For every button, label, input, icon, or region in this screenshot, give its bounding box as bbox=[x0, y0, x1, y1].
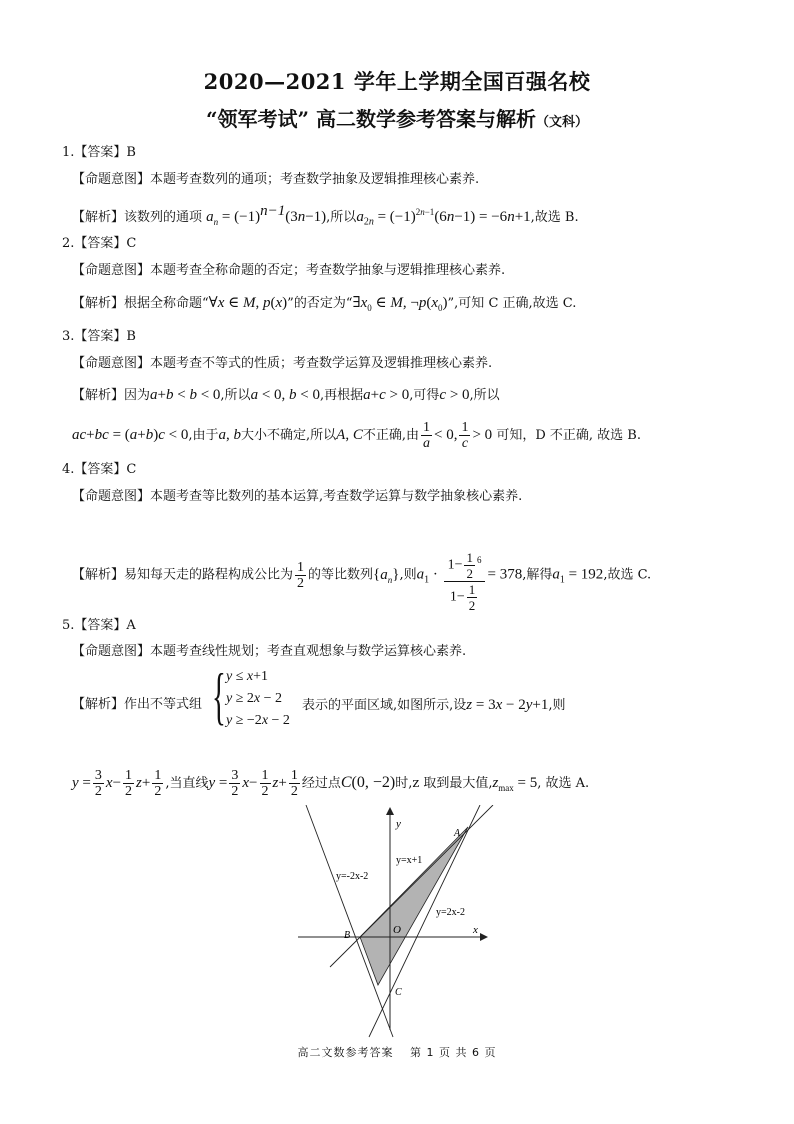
q1-analysis-end: ,故选 B. bbox=[530, 210, 579, 225]
q5-analysis-line2: y = $\frac{3}{2}$ x− $\frac{1}{2}$ z+ $\frac{1}{2}$ ,当直线y = $\frac{3}{2}$ x− $\frac{1}{2}$ z+ $\frac{1}{2}$ 经过点C(0, −2)时,z 取到最大值$,z_{max} = 5$, 故选 A. bbox=[72, 768, 590, 799]
q5-analysis-label: 【解析】作出不等式组 bbox=[72, 697, 203, 712]
subtitle-text: “领军考试” 高二数学参考答案与解析 bbox=[206, 107, 536, 131]
q5-line2-end: , 故选 A. bbox=[537, 776, 590, 791]
q3-text-1: ,所以 bbox=[220, 388, 251, 403]
q5-line2-text-1: ,当直线 bbox=[165, 776, 209, 791]
q1-formula-1: $a_n$ bbox=[206, 209, 219, 227]
y-axis-arrow bbox=[386, 807, 394, 815]
q3-text-4: ,所以 bbox=[469, 388, 500, 403]
x-axis-arrow bbox=[480, 933, 488, 941]
q4-text-2: ,则 bbox=[399, 567, 417, 583]
q4-analysis: 【解析】易知每天走的路程构成公比为 $\frac{1}{2}$ 的等比数列$\{a_n\}$,则$a_1$ · 1− $\frac{1}{2}$ $^6$ 1− $\frac{1}{2}$ = 378,解得$a_1 = 192$,故选 C. bbox=[72, 550, 652, 613]
q1-analysis: 【解析】该数列的通项 $a_n = (-1)^{n-1}(3n-1)$,所以$a_{2n} = (-1)^{2n-1}(6n-1) = -6n+1$,故选 B. bbox=[72, 203, 579, 228]
q4-text-1: 的等比数列 bbox=[308, 567, 374, 583]
q1-answer: 1.【答案】B bbox=[62, 145, 136, 160]
q2-formula-2: $\exists x_0$ ∈ M, $\neg p(x_0)$ bbox=[352, 295, 448, 313]
page-subtitle bbox=[0, 103, 794, 132]
line-label-2x-minus-2: y=2x-2 bbox=[436, 907, 465, 918]
system-brace: { bbox=[212, 660, 226, 731]
q1-analysis-mid: ,所以 bbox=[326, 210, 357, 225]
q4-analysis-end: ,故选 C. bbox=[603, 567, 652, 583]
inequality-system: y ≤ x+1 y ≥ 2x − 2 y ≥ −2x − 2 bbox=[226, 669, 290, 728]
q3-intent: 【命题意图】本题考查不等式的性质；考查数学运算及逻辑推理核心素养. bbox=[72, 356, 493, 371]
line-label-x-plus-1: y=x+1 bbox=[396, 855, 423, 866]
page-title: 2020—2021 学年上学期全国百强名校 bbox=[203, 69, 591, 94]
q2-analysis bbox=[72, 294, 576, 317]
axis-x-label: x bbox=[473, 924, 478, 936]
point-c-label: C bbox=[395, 987, 402, 998]
q3-text-2: ,再根据 bbox=[320, 388, 364, 403]
q4-analysis-label: 【解析】易知每天走的路程构成公比为 bbox=[72, 567, 294, 583]
q4-text-3: ,解得 bbox=[522, 567, 553, 583]
q5-line2-text-2: 经过点 bbox=[301, 776, 341, 791]
q3-answer: 3.【答案】B bbox=[62, 329, 136, 344]
q3-line2-text-4: 可知，D 不正确, 故选 B. bbox=[496, 428, 641, 443]
q5-intent: 【命题意图】本题考查线性规划；考查直观想象与数学运算核心素养. bbox=[72, 644, 467, 659]
q1-formula-2: a bbox=[356, 209, 364, 225]
q4-answer: 4.【答案】C bbox=[62, 462, 137, 477]
q3-line2-text-3: 不正确,由 bbox=[362, 428, 419, 443]
point-b-label: B bbox=[344, 930, 351, 941]
feasible-region-graph bbox=[290, 805, 510, 1040]
q2-formula-1: ∀x ∈ M, p(x) bbox=[208, 295, 288, 311]
q2-intent: 【命题意图】本题考查全称命题的否定；考查数学抽象与逻辑推理核心素养. bbox=[72, 263, 506, 278]
q1-intent: 【命题意图】本题考查数列的通项；考查数学抽象及逻辑推理核心素养. bbox=[72, 172, 480, 187]
q2-analysis-mid: ”的否定为“ bbox=[287, 296, 353, 311]
feasible-region bbox=[360, 827, 468, 985]
q4-big-fraction: 1− $\frac{1}{2}$ $^6$ 1− $\frac{1}{2}$ bbox=[444, 550, 486, 613]
page-footer: 高二文数参考答案 第 1 页 共 6 页 bbox=[297, 1046, 497, 1059]
q5-text-1: 表示的平面区域,如图所示,设 bbox=[302, 698, 467, 713]
line-label-neg2x-minus-2: y=-2x-2 bbox=[336, 871, 369, 882]
q3-line2-text-2: 大小不确定,所以 bbox=[241, 428, 337, 443]
origin-label: O bbox=[393, 924, 401, 936]
point-a-label: A bbox=[454, 828, 461, 839]
q3-analysis-label: 【解析】因为 bbox=[72, 388, 151, 403]
q3-line2-text-1: ,由于 bbox=[188, 428, 219, 443]
axis-y-label: y bbox=[396, 818, 401, 830]
subtitle-suffix: （文科） bbox=[535, 115, 588, 130]
q4-intent: 【命题意图】本题考查等比数列的基本运算,考查数学运算与数学抽象核心素养. bbox=[72, 489, 523, 504]
q1-analysis-label: 【解析】该数列的通项 bbox=[72, 210, 203, 225]
q3-text-3: ,可得 bbox=[409, 388, 440, 403]
q2-analysis-label: 【解析】根据全称命题“ bbox=[72, 296, 209, 311]
q2-analysis-end: ”,可知 C 正确,故选 C. bbox=[447, 296, 577, 311]
q5-text-2: ,则 bbox=[548, 698, 566, 713]
q2-answer: 2.【答案】C bbox=[62, 236, 137, 251]
q5-line2-text-3: 时,z 取到最大值, bbox=[395, 776, 493, 791]
q3-analysis-line1: 【解析】因为a+b < b < 0,所以a < 0, b < 0,再根据a+c > 0,可得c > 0,所以 bbox=[72, 387, 500, 403]
q5-answer: 5.【答案】A bbox=[62, 618, 136, 633]
q5-analysis-rest: 表示的平面区域,如图所示,设z = 3x − 2y+1,则 bbox=[302, 697, 566, 713]
q3-analysis-line2: ac+bc = (a+b)c < 0,由于a, b大小不确定,所以A, C不正确,由 $\frac{1}{a}$ < 0, $\frac{1}{c}$ > 0 可知，D 不正确, 故选 B. bbox=[72, 420, 641, 451]
